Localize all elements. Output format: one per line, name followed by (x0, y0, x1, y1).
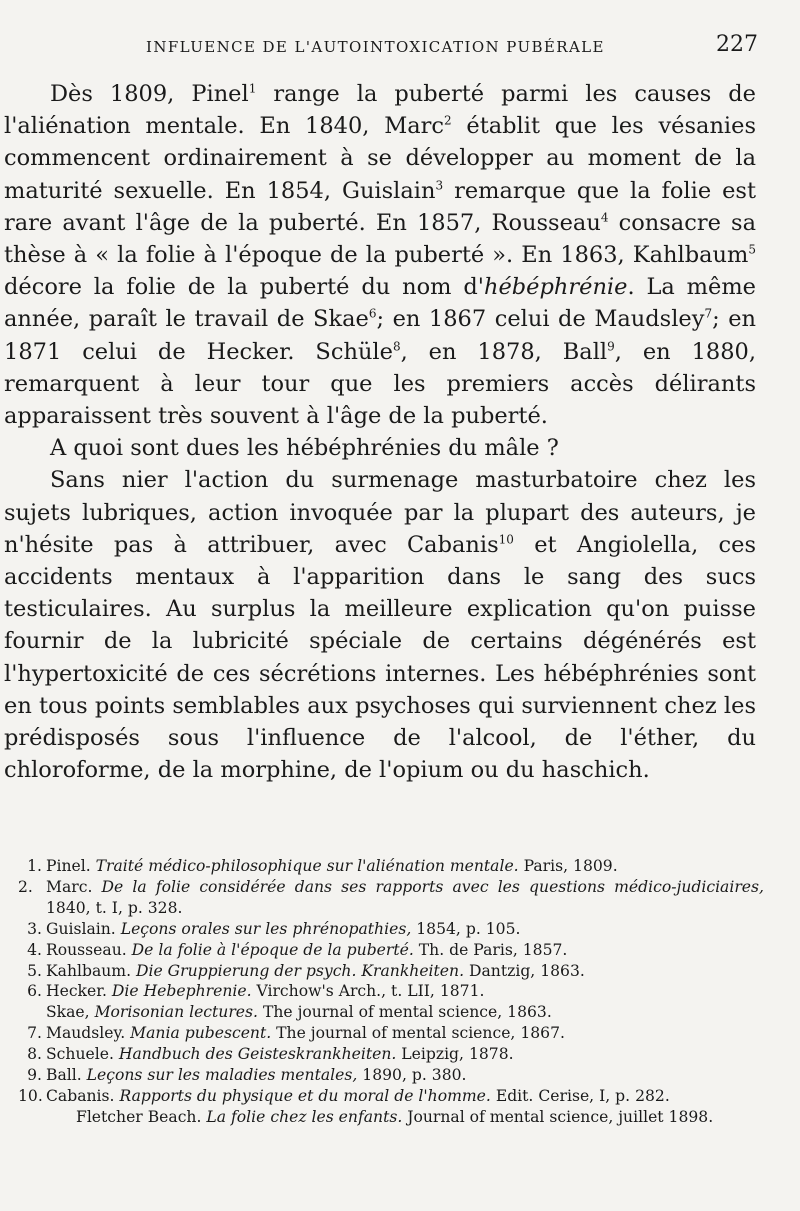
footnote-number: 10. (18, 1086, 43, 1105)
footnote-author: Schuele. (46, 1045, 119, 1064)
footnote-title: Die Gruppierung der psych. Krankheiten. (136, 961, 465, 980)
footnote-title: Leçons sur les maladies mentales, (86, 1066, 358, 1085)
footnote-author: Ball. (46, 1066, 87, 1085)
paragraph-1 (4, 78, 756, 432)
running-title: INFLUENCE DE L'AUTOINTOXICATION PUBÉRALE (146, 38, 605, 56)
footnote-3 (18, 919, 764, 940)
footnote-number: 4. (27, 940, 42, 959)
text-run: décore la folie de la puberté du nom d' (4, 274, 484, 301)
footnote-author: Fletcher Beach. (76, 1107, 207, 1126)
footnote-number: 5. (27, 961, 42, 980)
footnote-ref: 7 (704, 306, 713, 321)
text-run: et Angiolella, ces accidents mentaux à l'apparition dans le sang des sucs testiculaires. Au surplus la meilleure explication qu'on puisse fournir de la lubricité spéciale de certains dégénérés est l'hypertoxicité de ces sécrétions internes. Les hébéphrénies sont en tous points semblables aux psychoses qui surviennent chez les prédisposés sous l'influence de l'alcool, de l'éther, du chloroforme, de la morphine, de l'opium ou du haschich. (4, 531, 756, 784)
footnote-number: 7. (27, 1024, 42, 1043)
footnote-6 (18, 981, 764, 1002)
paragraph-3 (4, 464, 756, 786)
footnote-6-continued (18, 1002, 764, 1023)
footnote-10 (18, 1086, 764, 1107)
footnote-7 (18, 1023, 764, 1044)
footnote-ref: 6 (368, 306, 377, 321)
footnote-1 (18, 856, 764, 877)
footnote-title: Rapports du physique et du moral de l'homme. (119, 1086, 491, 1105)
footnote-ref: 10 (498, 532, 514, 547)
text-run: Dès 1809, Pinel (50, 81, 249, 107)
footnote-title: Handbuch des Geisteskrankheiten. (118, 1045, 397, 1064)
footnote-ref: 4 (600, 210, 609, 225)
footnote-author: Pinel. (46, 857, 96, 875)
footnote-ref: 9 (607, 339, 615, 354)
footnote-details: Leipzig, 1878. (396, 1045, 514, 1064)
footnote-details: Virchow's Arch., t. LII, 1871. (251, 982, 485, 1001)
text-run: établit que les vésanies commencent ordinairement à se développer au moment de la maturité sexuelle. En 1854, Guislain (4, 113, 756, 204)
footnote-2 (18, 877, 764, 919)
footnote-author: Skae, (46, 1003, 95, 1022)
page-header (0, 32, 800, 62)
footnote-author: Kahlbaum. (46, 961, 136, 980)
footnote-details: The journal of mental science, 1863. (258, 1003, 552, 1022)
footnote-title: De la folie à l'époque de la puberté. (131, 940, 414, 959)
text-run: , en 1878, Ball (400, 338, 608, 365)
footnote-details: 1890, p. 380. (357, 1066, 467, 1085)
text-run: remarque que la folie est rare avant l'âge de la puberté. En 1857, Rousseau (4, 177, 757, 236)
footnote-details: 1840, t. I, p. 328. (46, 898, 183, 917)
footnote-ref: 5 (748, 242, 756, 257)
footnote-details: Edit. Cerise, I, p. 282. (490, 1086, 670, 1105)
footnote-ref: 1 (248, 81, 257, 96)
footnote-ref: 8 (392, 339, 401, 354)
footnote-title: Morisonian lectures. (94, 1003, 258, 1022)
footnote-author: Cabanis. (46, 1086, 120, 1105)
footnote-title: Die Hebephrenie. (111, 982, 252, 1001)
footnote-details: The journal of mental science, 1867. (271, 1024, 565, 1043)
main-text (4, 78, 756, 786)
text-run: Sans nier l'action du surmenage masturbatoire chez les sujets lubriques, action invoquée par la plupart des auteurs, je n'hésite pas à attribuer, avec Cabanis (4, 467, 756, 558)
footnote-author: Maudsley. (46, 1024, 131, 1043)
text-run: consacre sa thèse à « la folie à l'époque de la puberté ». En 1863, Kahlbaum (4, 209, 756, 269)
footnote-number: 3. (27, 919, 42, 938)
italic-term: hébéphrénie (483, 274, 628, 301)
paragraph-2: A quoi sont dues les hébéphrénies du mâle ? (50, 435, 559, 462)
footnote-details: Th. de Paris, 1857. (413, 940, 568, 959)
footnotes (18, 856, 764, 1128)
footnote-ref: 2 (444, 113, 452, 128)
footnote-4 (18, 940, 764, 961)
text-run: range la puberté parmi les causes de l'aliénation mentale. En 1840, Marc (4, 81, 756, 140)
footnote-number: 1. (27, 857, 42, 875)
footnote-title: Mania pubescent. (130, 1024, 272, 1043)
footnote-ref: 3 (435, 178, 444, 193)
footnote-details: Paris, 1809. (518, 857, 618, 875)
footnote-details: Journal of mental science, juillet 1898. (402, 1107, 714, 1126)
footnote-number: 2. (18, 877, 33, 896)
text-run: ; en 1867 celui de Maudsley (376, 306, 705, 333)
text-run: . La même année, paraît le travail de Skae (4, 274, 756, 333)
footnote-author: Hecker. (46, 982, 112, 1001)
footnote-unnumbered (18, 1107, 764, 1128)
footnote-details: Dantzig, 1863. (464, 961, 585, 980)
page-number: 227 (716, 32, 758, 57)
footnote-author: Marc. (46, 877, 102, 896)
footnote-title: Leçons orales sur les phrénopathies, (120, 919, 412, 938)
footnote-author: Rousseau. (46, 940, 132, 959)
footnote-title: La folie chez les enfants. (206, 1107, 403, 1126)
footnote-title: Traité médico-philosophique sur l'aliénation mentale. (95, 857, 519, 875)
footnote-number: 6. (27, 982, 42, 1001)
footnote-5 (18, 961, 764, 982)
footnote-title: De la folie considérée dans ses rapports avec les questions médico-judiciaires, (101, 877, 764, 896)
footnote-details: 1854, p. 105. (411, 919, 521, 938)
footnote-number: 8. (27, 1045, 42, 1064)
footnote-number: 9. (27, 1066, 42, 1085)
footnote-author: Guislain. (46, 919, 121, 938)
text-run: , en 1880, remarquent à leur tour que les premiers accès délirants apparaissent très souvent à l'âge de la puberté. (4, 338, 756, 430)
footnote-9 (18, 1065, 764, 1086)
footnote-8 (18, 1044, 764, 1065)
text-run: ; en 1871 celui de Hecker. Schüle (4, 306, 757, 365)
